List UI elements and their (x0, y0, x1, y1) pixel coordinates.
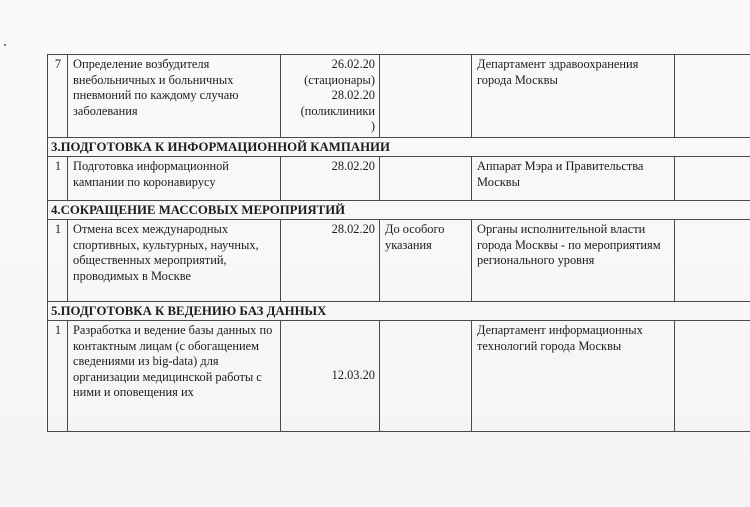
responsible-cell: Департамент здравоохранения города Москвы (472, 55, 675, 138)
notes-cell (675, 320, 750, 431)
date-line: (стационары) (304, 72, 375, 87)
section-title: 3.ПОДГОТОВКА К ИНФОРМАЦИОННОЙ КАМПАНИИ (48, 137, 750, 156)
table-row (48, 320, 750, 431)
section-heading-row (48, 200, 750, 219)
responsible-cell: Департамент информационных технологий города Москвы (472, 320, 675, 431)
section-title: 5.ПОДГОТОВКА К ВЕДЕНИЮ БАЗ ДАННЫХ (48, 301, 750, 320)
date-cell: 28.02.20 (281, 219, 380, 301)
term-cell: До особого указания (380, 219, 472, 301)
date-line: (поликлиники (300, 103, 375, 118)
section-title: 4.СОКРАЩЕНИЕ МАССОВЫХ МЕРОПРИЯТИЙ (48, 200, 750, 219)
row-number: 1 (48, 156, 68, 200)
term-cell (380, 156, 472, 200)
table-row (48, 55, 750, 138)
responsible-cell: Аппарат Мэра и Правительства Москвы (472, 156, 675, 200)
date-cell: 12.03.20 (281, 320, 380, 431)
scan-speck (4, 44, 6, 46)
activity-cell: Подготовка информационной кампании по коронавирусу (68, 156, 281, 200)
section-heading-row (48, 137, 750, 156)
notes-cell (675, 156, 750, 200)
table-row (48, 219, 750, 301)
row-number: 1 (48, 320, 68, 431)
row-number: 7 (48, 55, 68, 138)
row-number: 1 (48, 219, 68, 301)
activity-cell: Отмена всех международных спортивных, культурных, научных, общественных мероприятий, проводимых в Москве (68, 219, 281, 301)
table-row (48, 156, 750, 200)
notes-cell (675, 219, 750, 301)
activity-cell: Определение возбудителя внебольничных и больничных пневмоний по каждому случаю заболевания (68, 55, 281, 138)
section-heading-row (48, 301, 750, 320)
date-cell: 28.02.20 (281, 156, 380, 200)
term-cell (380, 55, 472, 138)
date-line: 26.02.20 (331, 57, 375, 71)
activity-cell: Разработка и ведение базы данных по контактным лицам (с обогащением сведениями из big-data) для организации медицинской работы с ними и оповещения их (68, 320, 281, 431)
notes-cell (675, 55, 750, 138)
date-cell (281, 55, 380, 138)
responsible-cell: Органы исполнительной власти города Москвы - по мероприятиям регионального уровня (472, 219, 675, 301)
date-line: ) (370, 119, 375, 134)
measures-table (47, 54, 750, 432)
date-line: 28.02.20 (331, 88, 375, 103)
term-cell (380, 320, 472, 431)
